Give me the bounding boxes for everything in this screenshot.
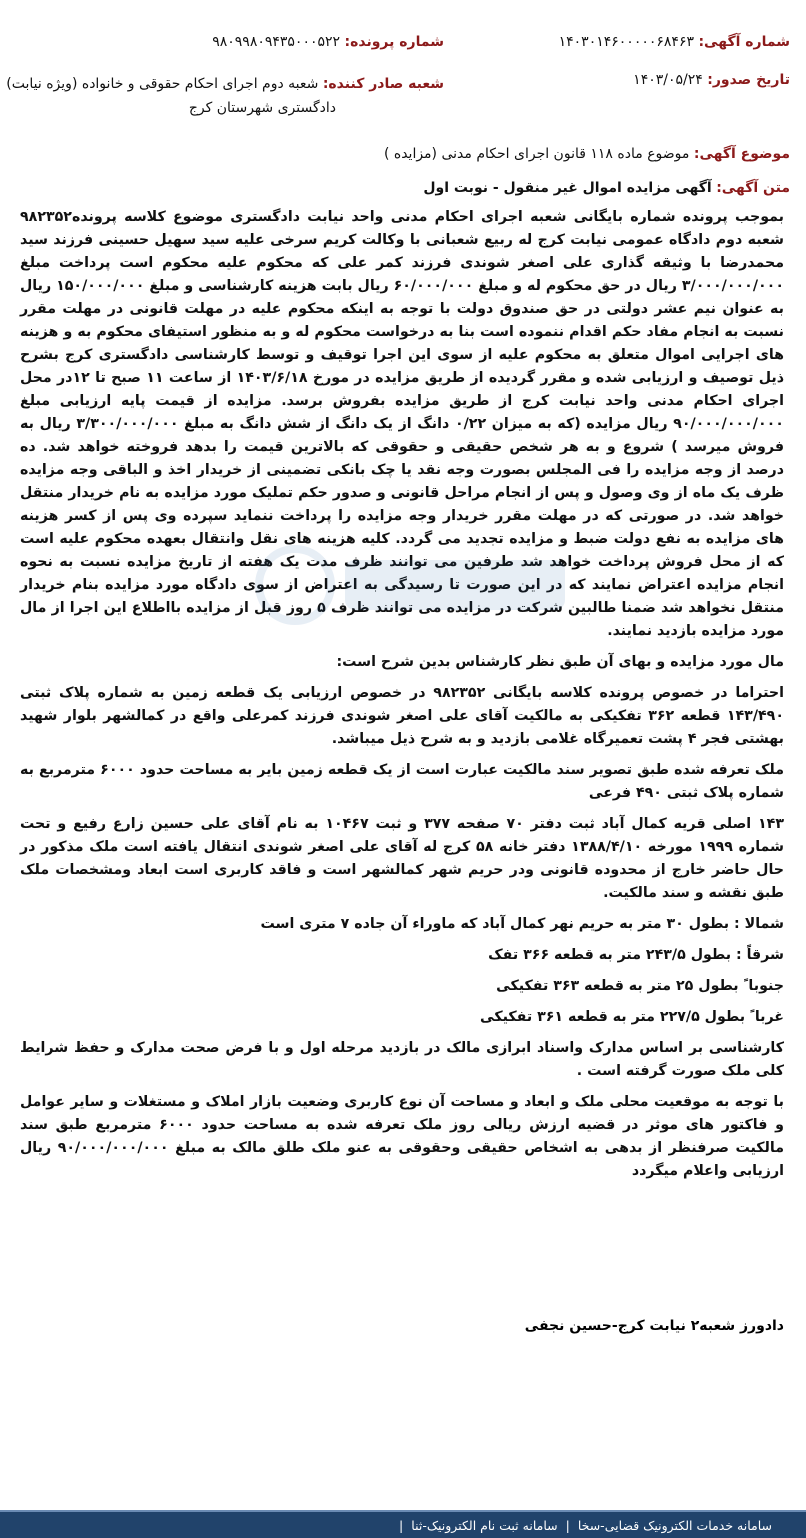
case-number [212, 34, 444, 50]
issuer-label: شعبه صادر کننده: [322, 76, 444, 92]
boundary-north: شمالا : بطول ۳۰ متر به حریم نهر کمال آباد که ماوراء آن جاده ۷ متری است [260, 916, 784, 932]
case-number-value: ۹۸۰۹۹۸۰۹۴۳۵۰۰۰۵۲۲ [212, 34, 341, 50]
notice-text-title [423, 180, 790, 196]
appraisal-paragraph: احتراما در خصوص پرونده کلاسه بایگانی ۹۸۲۳۵۲ در خصوص ارزیابی یک قطعه زمین به شماره پلاک ثبتی ۱۴۳/۴۹۰ قطعه ۳۶۲ تفکیکی به مالکیت آقای علی اصغر شوندی فرزند کمرعلی واقع در کمالشهر بلوار شهید بهشتی فجر ۴ پشت تعمیرگاه غلامی بازدید و به شرح ذیل میباشد. [20, 685, 784, 747]
property-intro: مال مورد مزایده و بهای آن طبق نظر کارشناس بدین شرح است: [336, 654, 784, 670]
notice-subject [384, 146, 790, 162]
text-label: متن آگهی: [716, 180, 790, 196]
subject-label: موضوع آگهی: [693, 146, 790, 162]
footer-separator: | [565, 1517, 570, 1533]
signature: دادورز شعبه۲ نیابت کرج-حسین نجفی [524, 1318, 784, 1334]
issuer-line-1: شعبه دوم اجرای احکام حقوقی و خانواده (ویژه نیابت) [6, 76, 319, 92]
issue-date-label: تاریخ صدور: [707, 72, 790, 88]
footer-link-sakha[interactable]: سامانه خدمات الکترونیک قضایی-سخا [577, 1517, 772, 1533]
registration-paragraph: ۱۴۳ اصلی قریه کمال آباد ثبت دفتر ۷۰ صفحه ۳۷۷ و ثبت ۱۰۴۶۷ به نام آقای علی حسین زارع رفیع و تحت شماره ۱۹۹۹ مورخه ۱۳۸۸/۴/۱۰ دفتر خانه ۵۸ کرج له آقای علی اصغر شوندی انتقال یافته است ملک مذکور در حال حاضر خارج از محدوده قانونی ودر حریم شهر کمالشهر است و فاقد کاربری است ابعاد ومشخصات ملک طبق نقشه و سند مالکیت. [20, 816, 784, 901]
auction-paragraph: بموجب پرونده شماره بایگانی شعبه اجرای احکام مدنی واحد نیابت دادگستری موضوع کلاسه پرونده۹۸۲۳۵۲ شعبه دوم دادگاه عمومی نیابت کرج له ربیع شعبانی با وکالت کریم سرخی علیه سید سهیل حسینی فرزند سید محمدرضا با وثیقه گذاری علی اصغر شوندی فرزند کمر علی که محکوم علیه محکوم است پرداخت مبلغ ۳/۰۰۰/۰۰۰/۰۰۰ ریال در حق محکوم له و مبلغ ۶۰/۰۰۰/۰۰۰ ریال بابت هزینه کارشناسی و مبلغ ۱۵۰/۰۰۰/۰۰۰ ریال به عنوان نیم عشر دولتی در حق صندوق دولت با توجه به اینکه محکوم علیه در مهلت قانونی در مهلت مقرر نسبت به انجام مفاد حکم اقدام ننموده است بنا به درخواست محکوم له و به منظور استیفای محکوم به و هزینه های اجرایی اموال متعلق به محکوم علیه از سوی این اجرا توقیف و توسط کارشناسی دادگستری کرج بشرح ذیل توصیف و ارزیابی شده و مقرر گردیده از طریق مزایده در مورخ ۱۴۰۳/۶/۱۸ از ساعت ۱۱ صبح تا ۱۲در محل اجرای احکام مدنی واحد نیابت کرج از طریق مزایده بفروش برسد. مزایده از قیمت پایه ارزیابی مبلغ ۹۰/۰۰۰/۰۰۰/۰۰۰ ریال مزایده (که به میزان ۰/۲۲ دانگ از یک دانگ از شش دانگ به مبلغ ۳/۳۰۰/۰۰۰/۰۰۰ ریال به فروش میرسد ) شروع و به هر شخص حقیقی و حقوقی که بالاترین قیمت را بدهد فروخته خواهد شد. ده درصد از وجه مزایده را فی المجلس بصورت وجه نقد یا چک بانکی تضمینی از خریدار اخذ و الباقی وجه مزایده ظرف یک ماه از وی وصول و پس از انجام مراحل قانونی و صدور حکم تملیک مورد مزایده به نام خریدار منتقل خواهد شد. در صورتی که در مهلت مقرر خریدار وجه مزایده را پرداخت ننماید سپرده وی پس از کسر هزینه های مزایده به نفع دولت ضبط و مزایده تجدید می گردد. کلیه هزینه های نقل وانتقال بعهده محکوم علیه است که از محل فروش پرداخت خواهد شد طرفین می توانند ظرف مدت یک هفته از تاریخ مزایده نسبت به نحوه انجام مزایده اعتراض نمایند که در این صورت تا رسیدگی به اعتراض از سوی دادگاه مورد مزایده بنام خریدار منتقل نخواهد شد ضمنا طالبین شرکت در مزایده می توانند ظرف ۵ روز قبل از مزایده بااطلاع این اجرا از مال مورد مزایده بازدید نمایند. [20, 209, 785, 639]
text-title-value: آگهی مزایده اموال غیر منقول - نوبت اول [423, 180, 712, 196]
issuer-line-2: دادگستری شهرستان کرج [188, 100, 336, 116]
property-description: ملک تعرفه شده طبق تصویر سند مالکیت عبارت است از یک قطعه زمین بایر به مساحت حدود ۶۰۰۰ مترمربع به شماره پلاک ثبتی ۴۹۰ فرعی [20, 762, 785, 801]
footer-separator-end: | [399, 1517, 404, 1533]
issue-date [633, 72, 790, 88]
case-number-label: شماره پرونده: [344, 34, 444, 50]
footer-link-sana[interactable]: سامانه ثبت نام الکترونیک-ثنا [411, 1517, 558, 1533]
boundary-west: غربا ً بطول ۲۲۷/۵ متر به قطعه ۳۶۱ تفکیکی [479, 1009, 784, 1025]
notice-body [20, 206, 784, 1191]
issuer [6, 72, 444, 120]
assessment-basis: کارشناسی بر اساس مدارک واسناد ابرازی مالک در بازدید مرحله اول و با فرض صحت مدارک و حفظ شرایط کلی ملک صورت گرفته است . [20, 1040, 784, 1079]
boundary-east: شرقاً : بطول ۲۴۳/۵ متر به قطعه ۳۶۶ تفک [488, 947, 784, 963]
issue-date-value: ۱۴۰۳/۰۵/۲۴ [633, 72, 703, 88]
valuation-paragraph: با توجه به موقعیت محلی ملک و ابعاد و مساحت آن نوع کاربری وضعیت بازار املاک و مستغلات و سایر عوامل و فاکتور های موثر در قضیه ارزش ریالی روز ملک تعرفه شده به مساحت حدود ۶۰۰۰ مترمربع طبق سند مالکیت صرفنظر از بدهی به اشخاص حقیقی وحقوقی به عنو ملک طلق مالک به مبلغ ۹۰/۰۰۰/۰۰۰/۰۰۰ ریال ارزیابی واعلام میگردد [20, 1094, 784, 1179]
boundary-south: جنوبا ً بطول ۲۵ متر به قطعه ۳۶۳ تفکیکی [496, 978, 784, 994]
notice-number-label: شماره آگهی: [698, 34, 790, 50]
notice-number-value: ۱۴۰۳۰۱۴۶۰۰۰۰۰۶۸۴۶۳ [558, 34, 694, 50]
notice-number [559, 34, 790, 50]
footer-bar [0, 1510, 806, 1538]
subject-value: موضوع ماده ۱۱۸ قانون اجرای احکام مدنی (مزایده ) [383, 146, 690, 162]
